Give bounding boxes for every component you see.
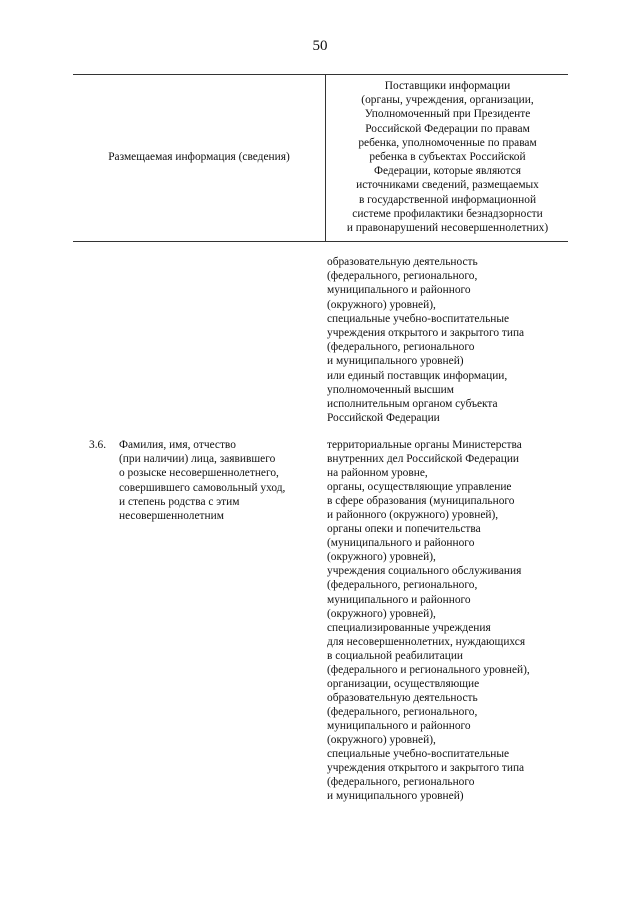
continuation-line: уполномоченный высшим [327,383,454,396]
header-providers-line: Федерации, которые являются [374,165,521,178]
row-source-line: (окружного) уровней), [327,607,436,620]
header-providers-line: источниками сведений, размещаемых [356,179,539,192]
continuation-line: Российской Федерации [327,412,440,425]
header-providers-line: (органы, учреждения, организации, [361,94,534,107]
continuation-line: или единый поставщик информации, [327,369,508,382]
continuation-cell [327,255,524,425]
continuation-line: и муниципального уровней) [327,355,464,368]
header-providers-line: ребенка в субъектах Российской [369,151,526,164]
row-info-line: Фамилия, имя, отчество [119,439,236,451]
header-providers-line: в государственной информационной [358,193,537,206]
row-source-line: территориальные органы Министерства [327,439,522,451]
header-bottom-rule [73,241,568,242]
header-column-providers [327,79,568,235]
continuation-line: (окружного) уровней), [327,298,436,311]
table-top-rule [73,74,568,75]
row-source-line: органы, осуществляющие управление [327,481,512,494]
continuation-line: специальные учебно-воспитательные [327,312,510,325]
continuation-line: исполнительным органом субъекта [327,398,498,411]
row-source-line: образовательную деятельность [327,691,478,704]
row-source-line: (окружного) уровней), [327,733,436,746]
row-source-line: и муниципального уровней) [327,790,464,803]
row-source-line: специализированные учреждения [327,621,491,634]
header-providers-line: и правонарушений несовершеннолетних) [346,222,549,235]
header-providers-line: ребенка, уполномоченные по правам [358,136,537,149]
row-info-line: и степень родства с этим [119,495,240,508]
row-source-line: (федерального, регионального [327,776,475,789]
row-source-line: (муниципального и районного [327,537,475,550]
header-column-info: Размещаемая информация (сведения) [108,151,290,163]
row-info-line: о розыске несовершеннолетнего, [119,467,279,480]
row-source-line: в сфере образования (муниципального [327,495,515,508]
row-source-line: (федерального, регионального, [327,579,478,592]
row-source-line: (федерального, регионального, [327,705,478,718]
continuation-line: образовательную деятельность [327,256,478,268]
row-source-line: на районном уровне, [327,467,428,480]
row-source-line: и районного (окружного) уровней), [327,509,499,522]
row-source-line: органы опеки и попечительства [327,523,481,536]
row-sources-cell [327,438,530,803]
continuation-line: муниципального и районного [327,284,471,297]
header-providers-line: Поставщики информации [384,80,511,92]
row-info-cell [119,438,285,523]
row-source-line: учреждения открытого и закрытого типа [327,762,525,775]
row-source-line: в социальной реабилитации [327,649,464,662]
row-source-line: для несовершеннолетних, нуждающихся [327,635,526,648]
row-source-line: (окружного) уровней), [327,551,436,564]
page-number: 50 [312,38,328,54]
header-providers-line: Российской Федерации по правам [365,122,530,135]
row-info-line: совершившего самовольный уход, [119,481,286,494]
continuation-line: (федерального, регионального, [327,270,478,283]
header-providers-line: системе профилактики безнадзорности [352,207,543,220]
row-source-line: муниципального и районного [327,719,471,732]
header-providers-line: Уполномоченный при Президенте [364,108,531,121]
header-column-divider [325,74,326,241]
continuation-line: учреждения открытого и закрытого типа [327,327,525,340]
row-source-line: организации, осуществляющие [327,677,480,690]
row-info-line: (при наличии) лица, заявившего [119,453,276,466]
row-info-line: несовершеннолетним [119,510,224,523]
continuation-line: (федерального, регионального [327,341,475,354]
row-source-line: специальные учебно-воспитательные [327,748,510,761]
row-source-line: внутренних дел Российской Федерации [327,453,520,466]
row-number: 3.6. [89,439,107,451]
row-source-line: учреждения социального обслуживания [327,565,522,578]
row-source-line: муниципального и районного [327,593,471,606]
row-source-line: (федерального и регионального уровней), [327,663,530,676]
